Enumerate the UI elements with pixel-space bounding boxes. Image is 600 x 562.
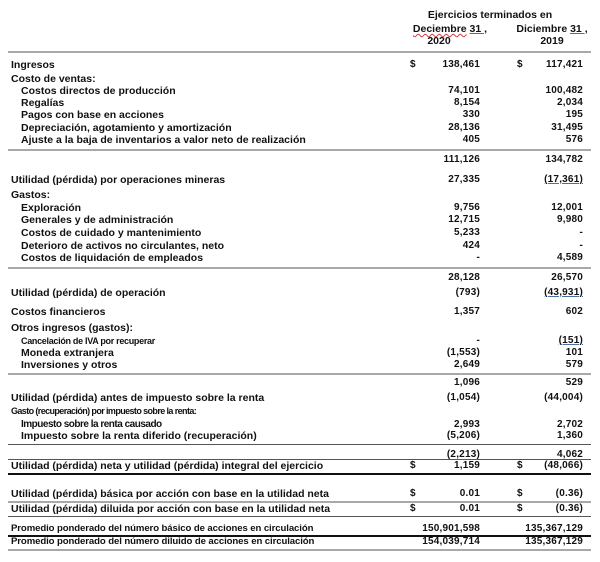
- value-2020: 1,357: [453, 306, 480, 317]
- row-label: Moneda extranjera: [21, 347, 114, 359]
- value-2020: (2,213): [446, 449, 480, 460]
- value-2019: 135,367,129: [525, 536, 583, 547]
- row-subtotal-gastos: [0, 272, 600, 284]
- currency-symbol: $: [517, 503, 523, 514]
- total-double-divider: [8, 473, 591, 475]
- row-label: Generales y de administración: [21, 214, 174, 226]
- subtotal-divider: [8, 267, 591, 269]
- row-label: Utilidad (pérdida) diluida por acción con base en la utilidad neta: [11, 503, 331, 515]
- section-heading: Costo de ventas:: [11, 73, 96, 85]
- section-heading: Otros ingresos (gastos):: [11, 322, 133, 334]
- value-2020: -: [476, 252, 480, 263]
- row-label: Utilidad (pérdida) de operación: [11, 287, 166, 299]
- row-label: Costos directos de producción: [21, 85, 176, 97]
- row-label: Regalías: [21, 97, 65, 109]
- value-2020: 2,993: [453, 419, 480, 430]
- value-2019: 31,495: [551, 122, 583, 133]
- value-2020: 0.01: [459, 503, 480, 514]
- row-ingresos: [0, 59, 600, 71]
- row-label: Depreciación, agotamiento y amortización: [21, 122, 232, 134]
- row-label: Promedio ponderado del número básico de acciones en circulación: [11, 523, 314, 534]
- row-label: Cancelación de IVA por recuperar: [21, 336, 155, 346]
- value-2019: 134,782: [545, 154, 583, 165]
- value-2020: 111,126: [443, 154, 480, 165]
- row-promedio-diluido: [0, 536, 600, 548]
- value-2019: 117,421: [546, 59, 583, 70]
- row-util-diluida-accion: [0, 503, 600, 515]
- currency-symbol: $: [517, 59, 523, 70]
- value-2019: 2,702: [556, 419, 583, 430]
- value-2019: (44,004): [544, 392, 583, 403]
- currency-symbol: $: [517, 488, 523, 499]
- value-2020: 424: [462, 240, 480, 251]
- bottom-divider: [8, 549, 591, 551]
- row-util-operaciones-mineras: [0, 174, 600, 186]
- row-promedio-basico: [0, 523, 600, 535]
- row-moneda-extranjera: [0, 347, 600, 359]
- value-2020: 1,096: [453, 377, 480, 388]
- row-util-operacion: [0, 287, 600, 299]
- row-regalias: [0, 97, 600, 109]
- value-2019: -: [579, 227, 583, 238]
- value-2019: 579: [565, 359, 583, 370]
- row-liquidacion: [0, 252, 600, 264]
- row-util-basica-accion: [0, 488, 600, 500]
- row-cancelacion-iva: [0, 335, 600, 347]
- col-2019-month: Diciembre: [516, 23, 568, 35]
- currency-symbol: $: [517, 460, 523, 471]
- value-2020: (5,206): [446, 430, 480, 441]
- row-label: Utilidad (pérdida) por operaciones mineras: [11, 174, 226, 186]
- row-costo-ventas: [0, 73, 600, 85]
- value-2019: 26,570: [551, 272, 583, 283]
- value-2019: (0.36): [555, 488, 583, 499]
- value-2020: 74,101: [448, 85, 480, 96]
- subtotal-divider: [8, 444, 591, 445]
- value-2020: 138,461: [442, 59, 480, 70]
- value-2019: (48,066): [544, 460, 583, 471]
- row-label: Costos financieros: [11, 306, 106, 318]
- row-divider: [8, 516, 591, 517]
- col-2020-header: [400, 23, 500, 35]
- row-generales-admin: [0, 214, 600, 226]
- value-2019: 2,034: [556, 97, 583, 108]
- row-costos-financieros: [0, 306, 600, 318]
- col-2019-year: 2019: [540, 35, 564, 47]
- value-2020: 1,159: [453, 460, 480, 471]
- value-2020: 2,649: [453, 359, 480, 370]
- row-label: Pagos con base en acciones: [21, 109, 164, 121]
- value-2020: 12,715: [448, 214, 480, 225]
- value-2020: (1,553): [446, 347, 480, 358]
- value-2020: 27,335: [448, 174, 480, 185]
- row-label: Ajuste a la baja de inventarios a valor neto de realización: [21, 134, 306, 146]
- value-2019: -: [579, 240, 583, 251]
- row-label: Ingresos: [11, 59, 55, 71]
- period-group-title: Ejercicios terminados en: [427, 9, 553, 21]
- value-2020: 5,233: [453, 227, 480, 238]
- currency-symbol: $: [410, 460, 416, 471]
- value-2019: 602: [565, 306, 583, 317]
- subtotal-divider: [8, 149, 591, 151]
- value-2020: 154,039,714: [422, 536, 480, 547]
- row-label: Impuesto sobre la renta causado: [21, 419, 162, 430]
- value-2019: 195: [565, 109, 583, 120]
- row-inversiones-otros: [0, 359, 600, 371]
- row-gastos: [0, 189, 600, 201]
- value-2019: (43,931): [544, 287, 583, 298]
- section-heading: Gastos:: [11, 189, 51, 201]
- row-label: Inversiones y otros: [21, 359, 118, 371]
- row-ajuste-inventarios: [0, 134, 600, 146]
- value-2020: 405: [462, 134, 480, 145]
- section-heading: Gasto (recuperación) por impuesto sobre la renta:: [11, 406, 197, 416]
- row-label: Impuesto sobre la renta diferido (recuperación): [21, 430, 257, 442]
- value-2020: 330: [462, 109, 480, 120]
- row-exploracion: [0, 202, 600, 214]
- header-divider: [8, 51, 591, 53]
- value-2020: (1,054): [446, 392, 480, 403]
- col-2020-day: 31 ,: [469, 23, 488, 35]
- value-2019: 576: [565, 134, 583, 145]
- col-2019-day: 31 ,: [570, 23, 588, 35]
- value-2019: 135,367,129: [525, 523, 583, 534]
- value-2019: 100,482: [545, 85, 583, 96]
- currency-symbol: $: [410, 59, 416, 70]
- value-2019: 1,360: [556, 430, 583, 441]
- row-subtotal-otros: [0, 377, 600, 389]
- row-label: Utilidad (pérdida) neta y utilidad (pérdida) integral del ejercicio: [11, 460, 324, 472]
- value-2020: 150,901,598: [422, 523, 480, 534]
- row-label: Costos de cuidado y mantenimiento: [21, 227, 202, 239]
- row-label: Deterioro de activos no circulantes, neto: [21, 240, 225, 252]
- value-2020: (793): [455, 287, 480, 298]
- row-label: Costos de liquidación de empleados: [21, 252, 204, 264]
- value-2019: 4,062: [556, 449, 583, 460]
- row-pagos-acciones: [0, 109, 600, 121]
- value-2019: 101: [565, 347, 583, 358]
- subtotal-divider: [8, 373, 591, 375]
- row-subtotal-costo: [0, 154, 600, 166]
- value-2020: 28,128: [448, 272, 480, 283]
- row-cuidado-mantenimiento: [0, 227, 600, 239]
- row-depreciacion: [0, 122, 600, 134]
- col-2019-header: [507, 23, 597, 35]
- row-label: Utilidad (pérdida) básica por acción con base en la utilidad neta: [11, 488, 329, 500]
- value-2019: (0.36): [555, 503, 583, 514]
- row-label: Promedio ponderado del número diluido de acciones en circulación: [11, 536, 315, 547]
- row-label: Exploración: [21, 202, 82, 214]
- currency-symbol: $: [410, 488, 416, 499]
- value-2020: 9,756: [453, 202, 480, 213]
- value-2019: 4,589: [556, 252, 583, 263]
- row-otros-ingresos: [0, 322, 600, 334]
- value-2020: -: [476, 335, 480, 346]
- row-deterioro: [0, 240, 600, 252]
- row-gasto-impuesto: [0, 405, 600, 417]
- row-impuesto-diferido: [0, 430, 600, 442]
- value-2019: 529: [565, 377, 583, 388]
- row-costos-directos: [0, 85, 600, 97]
- row-util-antes-impuesto: [0, 392, 600, 404]
- value-2019: (151): [558, 335, 583, 346]
- row-util-neta: [0, 460, 600, 472]
- row-label: Utilidad (pérdida) antes de impuesto sobre la renta: [11, 392, 265, 404]
- value-2019: (17,361): [544, 174, 583, 185]
- col-2020-month: Deciembre: [412, 23, 467, 35]
- value-2020: 28,136: [448, 122, 480, 133]
- value-2019: 9,980: [556, 214, 583, 225]
- currency-symbol: $: [410, 503, 416, 514]
- col-2020-year: 2020: [427, 35, 451, 47]
- value-2019: 12,001: [551, 202, 583, 213]
- value-2020: 0.01: [459, 488, 480, 499]
- value-2020: 8,154: [453, 97, 480, 108]
